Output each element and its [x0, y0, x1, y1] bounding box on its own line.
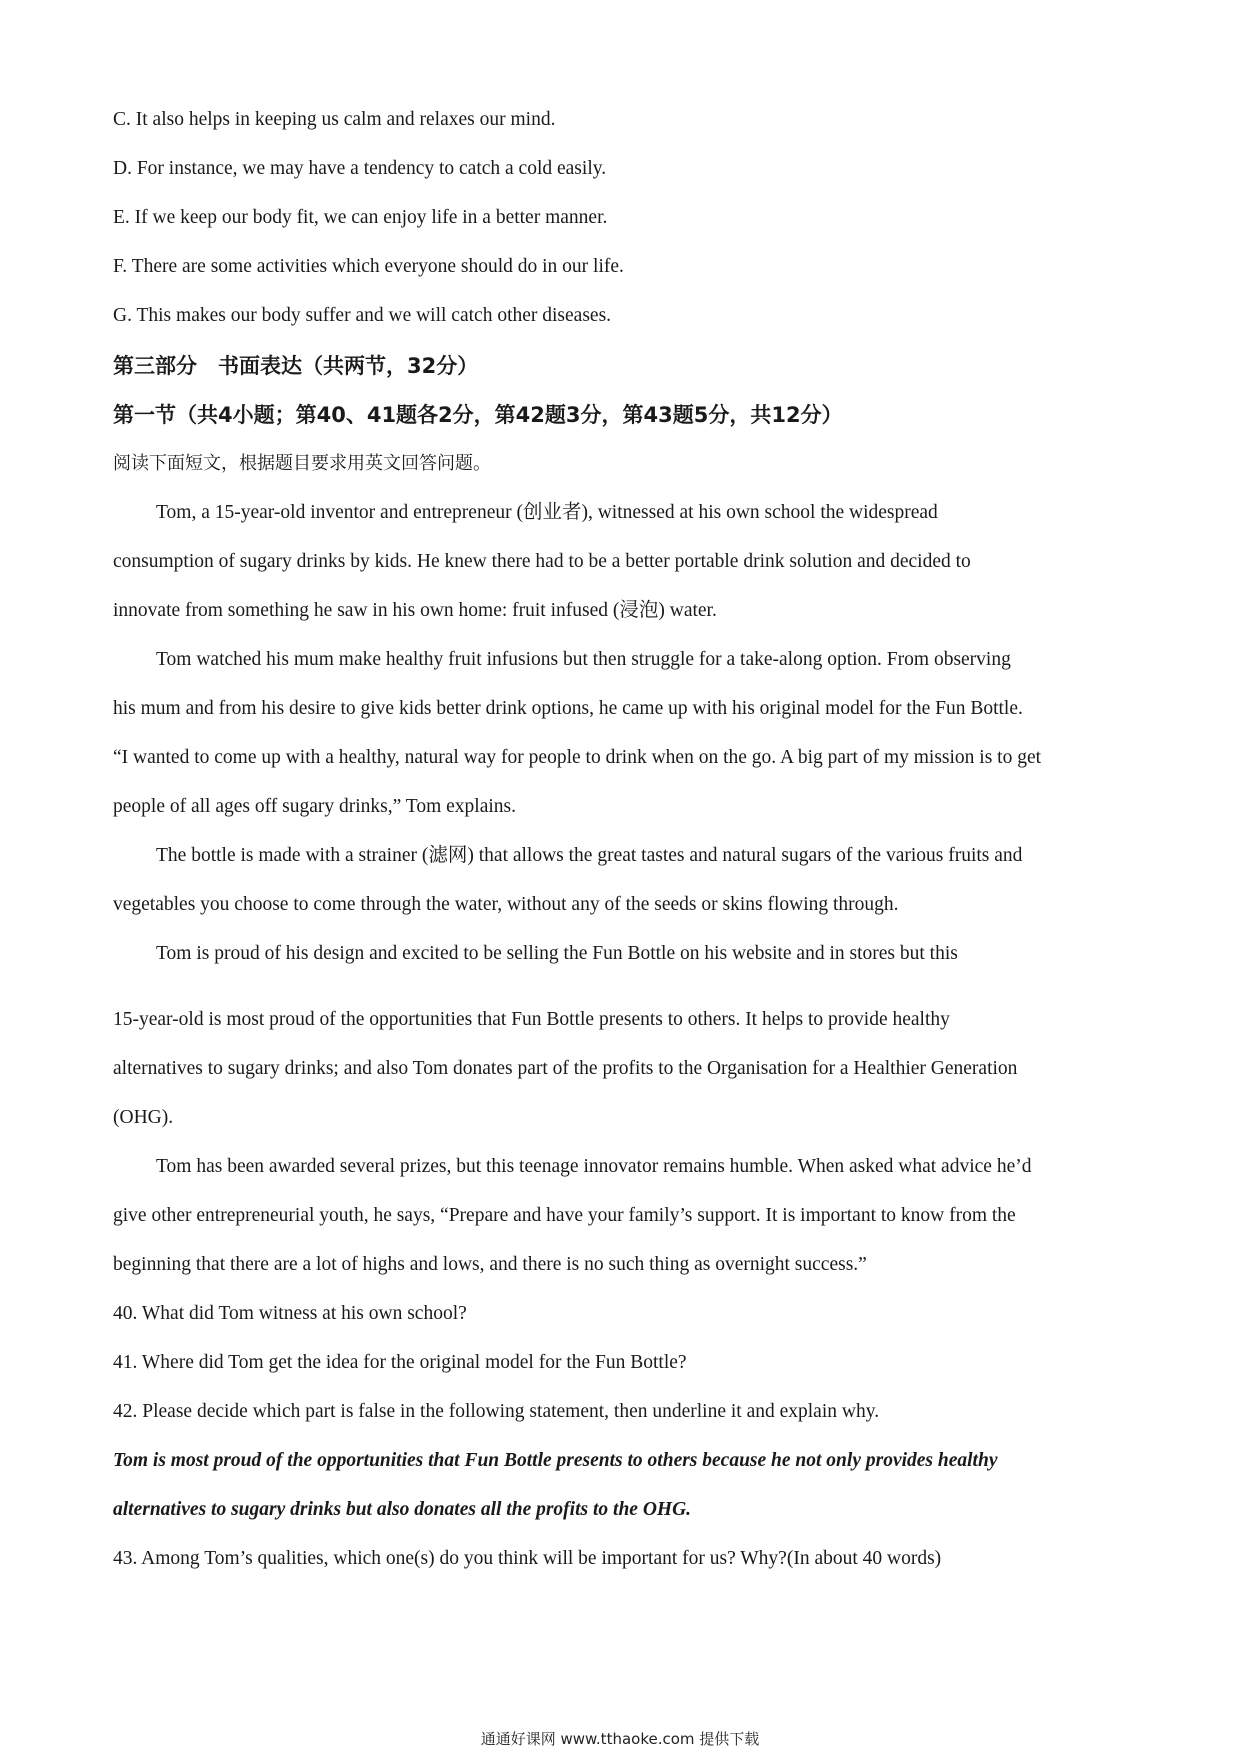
- option-g: G. This makes our body suffer and we will catch other diseases.: [113, 305, 612, 326]
- option-c: C. It also helps in keeping us calm and relaxes our mind.: [113, 109, 556, 130]
- option-d: D. For instance, we may have a tendency to catch a cold easily.: [113, 158, 607, 179]
- passage-line: people of all ages off sugary drinks,” Tom explains.: [113, 796, 516, 817]
- footer-watermark: 通通好课网 www.tthaoke.com 提供下载: [480, 1730, 760, 1748]
- passage-line: Tom watched his mum make healthy fruit infusions but then struggle for a take-along option. From observing: [156, 649, 1011, 670]
- subsection-title: 第一节（共4小题；第40、41题各2分，第42题3分，第43题5分，共12分）: [113, 403, 843, 427]
- question-42: 42. Please decide which part is false in the following statement, then underline it and explain why.: [113, 1401, 880, 1422]
- question-40: 40. What did Tom witness at his own school?: [113, 1303, 467, 1324]
- passage-line: Tom is proud of his design and excited to be selling the Fun Bottle on his website and in stores but this: [156, 943, 958, 964]
- passage-line: Tom, a 15-year-old inventor and entrepreneur (创业者), witnessed at his own school the widespread: [156, 502, 938, 523]
- option-e: E. If we keep our body fit, we can enjoy life in a better manner.: [113, 207, 608, 228]
- question-42-statement: alternatives to sugary drinks but also donates all the profits to the OHG.: [113, 1499, 692, 1520]
- passage-line: alternatives to sugary drinks; and also Tom donates part of the profits to the Organisation for a Healthier Generation: [113, 1058, 1018, 1079]
- question-41: 41. Where did Tom get the idea for the original model for the Fun Bottle?: [113, 1352, 687, 1373]
- passage-line: 15-year-old is most proud of the opportunities that Fun Bottle presents to others. It helps to provide healthy: [113, 1009, 950, 1030]
- passage-line: “I wanted to come up with a healthy, natural way for people to drink when on the go. A big part of my mission is to get: [113, 747, 1042, 768]
- passage-line: his mum and from his desire to give kids better drink options, he came up with his original model for the Fun Bottle.: [113, 698, 1023, 719]
- passage-line: The bottle is made with a strainer (滤网) that allows the great tastes and natural sugars of the various fruits and: [156, 845, 1023, 866]
- question-42-statement: Tom is most proud of the opportunities that Fun Bottle presents to others because he not only provides healthy: [113, 1450, 998, 1471]
- passage-line: consumption of sugary drinks by kids. He knew there had to be a better portable drink solution and decided to: [113, 551, 971, 572]
- passage-line: vegetables you choose to come through the water, without any of the seeds or skins flowing through.: [113, 894, 899, 915]
- option-f: F. There are some activities which everyone should do in our life.: [113, 256, 624, 277]
- passage-line: innovate from something he saw in his own home: fruit infused (浸泡) water.: [113, 600, 717, 621]
- question-43: 43. Among Tom’s qualities, which one(s) do you think will be important for us? Why?(In about 40 words): [113, 1548, 942, 1569]
- section-title: 第三部分 书面表达（共两节，32分）: [113, 354, 479, 378]
- passage-line: beginning that there are a lot of highs and lows, and there is no such thing as overnight success.”: [113, 1254, 867, 1275]
- passage-line: give other entrepreneurial youth, he says, “Prepare and have your family’s support. It is important to know from the: [113, 1205, 1016, 1226]
- passage-line: Tom has been awarded several prizes, but this teenage innovator remains humble. When asked what advice he’d: [156, 1156, 1032, 1177]
- passage-line: (OHG).: [113, 1107, 174, 1128]
- instruction-text: 阅读下面短文，根据题目要求用英文回答问题。: [113, 453, 491, 474]
